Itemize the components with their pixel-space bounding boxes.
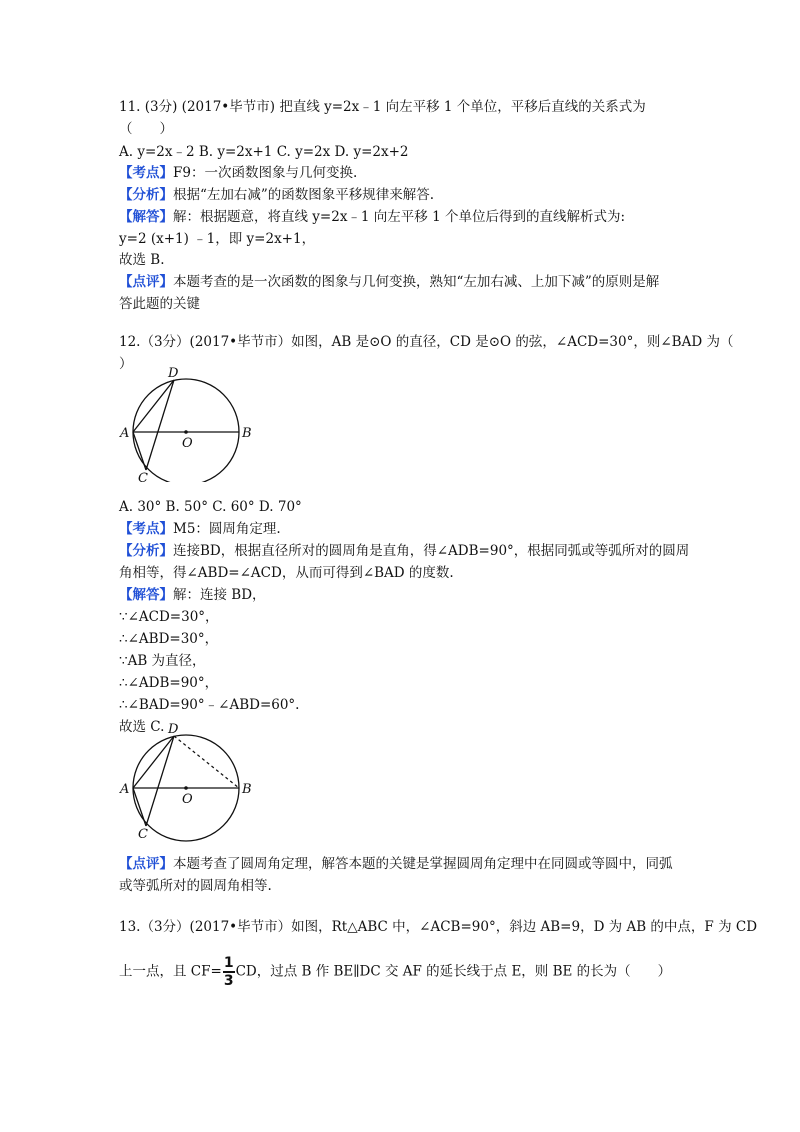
dianping-text: 本题考查的是一次函数的图象与几何变换，熟知“左加右减、上加下减”的原则是解 [173,274,660,290]
q12-step: ∴∠ADB=90°， [119,675,219,691]
q11-fenxi [119,186,434,204]
fraction-one-third [223,956,235,988]
q12-step: ∴∠ABD=30°， [119,631,219,647]
q13-stem: 13.（3分）(2017•毕节市）如图，Rt△ABC 中，∠ACB=90°，斜边 AB=9，D 为 AB 的中点，F 为 CD [119,919,758,935]
dianping-tag: 【点评】 [119,274,173,290]
q12-dianping [119,855,673,873]
fenxi-text: 连接BD，根据直径所对的圆周角是直角，得∠ADB=90°，根据同弧或等弧所对的圆周 [173,543,690,559]
q11-stem: 11. (3分) (2017•毕节市) 把直线 y=2x﹣1 向左平移 1 个单位，平移后直线的关系式为 [119,99,646,115]
kaodian-tag: 【考点】 [119,521,173,537]
kaodian-text: M5：圆周角定理. [173,521,281,537]
q12-fenxi [119,542,689,560]
chord-ac [133,432,146,470]
fenxi-tag: 【分析】 [119,543,173,559]
q12-step: ∴∠BAD=90°﹣∠ABD=60°. [119,697,300,713]
label-c: C [138,827,148,842]
jieda-text: 解：根据题意，将直线 y=2x﹣1 向左平移 1 个单位后得到的直线解析式为: [173,209,626,225]
fenxi-text: 根据“左加右减”的函数图象平移规律来解答. [173,187,435,203]
q13-text-pre: 上一点，且 CF= [119,963,222,980]
q12-jieda [119,586,266,604]
label-b: B [242,426,252,441]
q12-options: A. 30° B. 50° C. 60° D. 70° [119,499,302,515]
q11-dianping-line2: 答此题的关键 [119,296,200,312]
kaodian-text: F9：一次函数图象与几何变换. [173,165,358,181]
q12-step: ∵∠ACD=30°， [119,609,219,625]
fenxi-tag: 【分析】 [119,187,173,203]
q11-dianping [119,273,659,291]
q12-dianping-line2: 或等弧所对的圆周角相等. [119,878,272,894]
jieda-text: 解：连接 BD， [173,587,266,603]
label-a: A [120,426,130,441]
label-o: O [182,436,193,451]
dashed-bd [174,736,239,788]
center-point [184,430,188,434]
fraction-denominator: 3 [223,973,234,989]
kaodian-tag: 【考点】 [119,165,173,181]
q11-options: A. y=2x﹣2 B. y=2x+1 C. y=2x D. y=2x+2 [119,144,409,160]
label-c: C [138,471,148,482]
fraction-numerator: 1 [223,955,234,971]
label-b: B [242,782,252,797]
q12-circle-figure [112,366,272,482]
q11-stem-paren: （ ） [119,121,173,137]
q12-fenxi-line2: 角相等，得∠ABD=∠ACD，从而可得到∠BAD 的度数. [119,565,454,581]
label-d: D [168,366,179,381]
q13-text-post: CD，过点 B 作 BE∥DC 交 AF 的延长线于点 E，则 BE 的长为（ ） [235,963,672,980]
label-o: O [182,792,193,807]
q12-kaodian [119,520,281,538]
q12-step: ∵AB 为直径， [119,653,206,669]
q12-solution-figure [112,722,272,842]
q12-stem: 12.（3分）(2017•毕节市）如图，AB 是⊙O 的直径，CD 是⊙O 的弦，∠ACD=30°，则∠BAD 为（ [119,334,734,350]
q11-jieda [119,208,625,226]
q11-jieda-line3: 故选 B. [119,252,165,268]
dianping-text: 本题考查了圆周角定理，解答本题的关键是掌握圆周角定理中在同圆或等圆中，同弧 [173,856,673,872]
q11-kaodian [119,164,357,182]
dianping-tag: 【点评】 [119,856,173,872]
chord-ac [133,788,146,826]
label-a: A [120,782,130,797]
label-d: D [168,722,179,737]
center-point [184,786,188,790]
jieda-tag: 【解答】 [119,587,173,603]
q12-step: 故选 C. [119,719,165,735]
q12-stem-paren: ） [119,356,133,372]
q11-jieda-line2: y=2 (x+1) ﹣1，即 y=2x+1， [119,231,316,247]
q13-stem-line2 [119,956,671,988]
jieda-tag: 【解答】 [119,209,173,225]
